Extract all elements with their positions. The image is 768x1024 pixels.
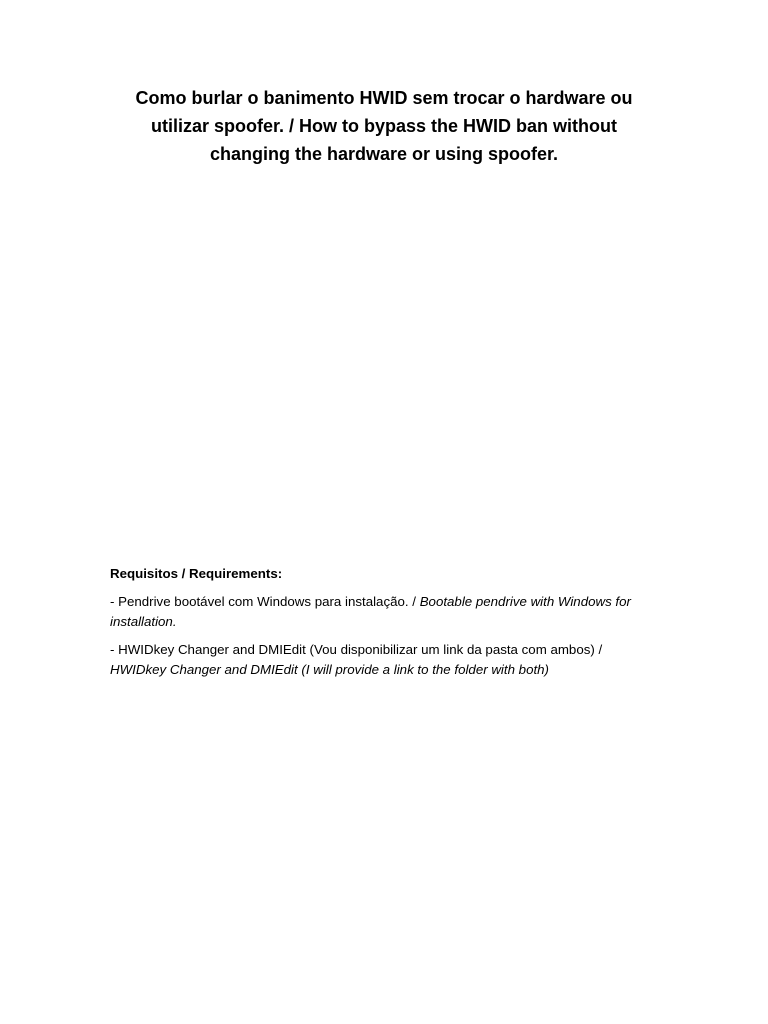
requirement-item-pendrive-pt: - Pendrive bootável com Windows para instalação. / (110, 594, 420, 609)
requirement-item-pendrive (110, 592, 658, 632)
requirement-item-tools-pt: - HWIDkey Changer and DMIEdit (Vou disponibilizar um link da pasta com ambos) / (110, 642, 603, 657)
requirement-item-pendrive-en: Bootable pendrive with Windows for installation. (110, 594, 631, 629)
requirements-heading: Requisitos / Requirements: (110, 566, 283, 581)
requirement-item-tools-en: HWIDkey Changer and DMIEdit (I will provide a link to the folder with both) (110, 662, 549, 677)
requirement-item-tools (110, 640, 658, 680)
requirements-section (110, 564, 658, 688)
document-title: Como burlar o banimento HWID sem trocar o hardware ou utilizar spoofer. / How to bypass the HWID ban without changing the hardware or using spoofer. (135, 88, 633, 164)
